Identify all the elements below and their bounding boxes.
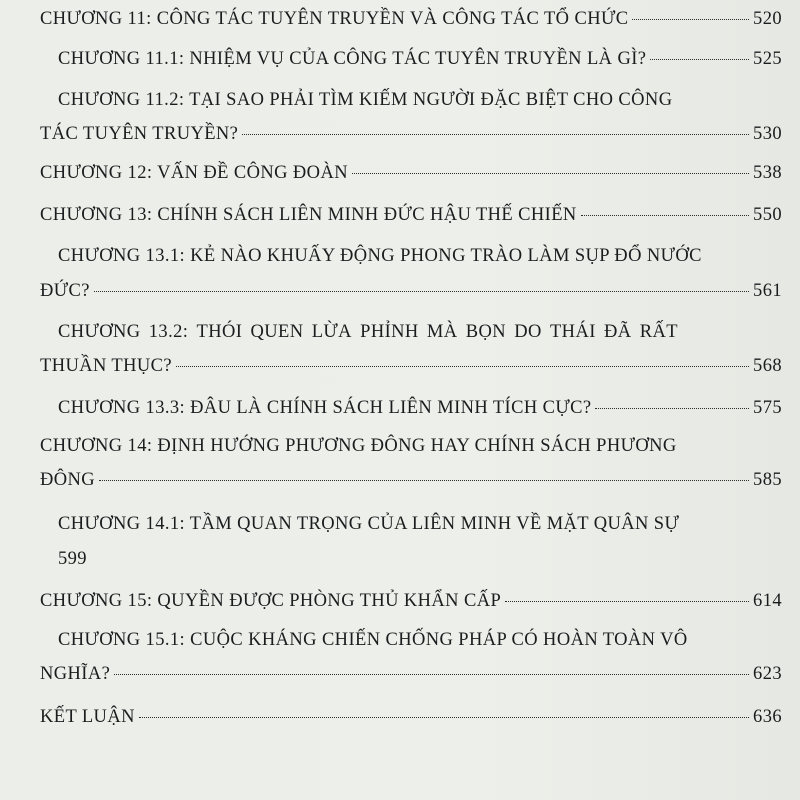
toc-entry-chapter-15-1 <box>40 626 782 688</box>
toc-entry-title-line2: ĐỨC? <box>40 281 90 301</box>
toc-entry-page: 561 <box>753 281 782 301</box>
toc-entry-title-line1: CHƯƠNG 13.1: KẺ NÀO KHUẤY ĐỘNG PHONG TRÀO LÀM SỤP ĐỔ NƯỚC <box>58 246 702 266</box>
dot-leader <box>99 480 749 481</box>
dot-leader <box>581 215 749 216</box>
toc-entry-title: CHƯƠNG 11.1: NHIỆM VỤ CỦA CÔNG TÁC TUYÊN TRUYỀN LÀ GÌ? <box>58 49 647 69</box>
title-word: 13.2: <box>148 322 189 342</box>
toc-entry-title: CHƯƠNG 11: CÔNG TÁC TUYÊN TRUYỀN VÀ CÔNG TÁC TỔ CHỨC <box>40 9 629 29</box>
title-word: CHƯƠNG <box>58 322 141 342</box>
toc-entry-chapter-14 <box>40 432 782 494</box>
toc-entry-chapter-14-1 <box>58 510 782 573</box>
dot-leader <box>632 19 749 20</box>
dot-leader <box>242 134 749 135</box>
toc-entry-title-line2: NGHĨA? <box>40 664 111 684</box>
title-word: THÓI <box>196 322 243 342</box>
toc-entry-page: 568 <box>753 356 782 376</box>
toc-entry-page: 538 <box>753 163 782 183</box>
toc-entry-title-line2: THUẦN THỤC? <box>40 356 173 376</box>
title-word: DO <box>514 322 542 342</box>
toc-entry-title: CHƯƠNG 12: VẤN ĐỀ CÔNG ĐOÀN <box>40 163 348 183</box>
title-word: MÀ <box>426 322 458 342</box>
toc-entry-title: CHƯƠNG 13.3: ĐÂU LÀ CHÍNH SÁCH LIÊN MINH TÍCH CỰC? <box>58 398 592 418</box>
toc-entry-page: 623 <box>753 664 782 684</box>
title-word: RẤT <box>639 322 678 342</box>
title-word: BỌN <box>465 322 507 342</box>
title-word: THÁI <box>549 322 596 342</box>
dot-leader <box>595 408 749 409</box>
toc-entry-chapter-13-1 <box>40 242 782 305</box>
toc-entry-page: 550 <box>753 205 782 225</box>
title-word: PHỈNH <box>360 322 419 342</box>
title-word: LỪA <box>311 322 352 342</box>
toc-entry-title-line1: CHƯƠNG 11.2: TẠI SAO PHẢI TÌM KIẾM NGƯỜI ĐẶC BIỆT CHO CÔNG <box>58 90 673 110</box>
toc-entry-page: 530 <box>753 124 782 144</box>
toc-entry-page: 525 <box>753 49 782 69</box>
toc-entry-chapter-13-2 <box>40 318 782 380</box>
toc-entry-title-line1: CHƯƠNG 15.1: CUỘC KHÁNG CHIẾN CHỐNG PHÁP CÓ HOÀN TOÀN VÔ <box>58 630 688 650</box>
dot-leader <box>94 291 749 292</box>
title-word: ĐÃ <box>604 322 632 342</box>
toc-entry-page: 520 <box>753 9 782 29</box>
toc-entry-title: CHƯƠNG 13: CHÍNH SÁCH LIÊN MINH ĐỨC HẬU THẾ CHIẾN <box>40 205 577 225</box>
toc-entry-title-line1: CHƯƠNG 14: ĐỊNH HƯỚNG PHƯƠNG ĐÔNG HAY CHÍNH SÁCH PHƯƠNG <box>40 436 677 456</box>
toc-entry-title-line1: CHƯƠNG 14.1: TẦM QUAN TRỌNG CỦA LIÊN MINH VỀ MẶT QUÂN SỰ <box>58 514 680 534</box>
dot-leader <box>650 59 749 60</box>
toc-entry-page: 585 <box>753 470 782 490</box>
toc-entry-chapter-13-3 <box>58 394 782 422</box>
toc-entry-title-line2: ĐÔNG <box>40 470 96 490</box>
toc-entry-chapter-13 <box>40 201 782 229</box>
toc-entry-chapter-11-1 <box>58 45 782 73</box>
dot-leader <box>114 674 749 675</box>
toc-entry-chapter-11-2 <box>40 86 782 148</box>
toc-entry-page: 599 <box>58 549 87 569</box>
toc-entry-page: 575 <box>753 398 782 418</box>
toc-entry-chapter-12 <box>40 159 782 187</box>
toc-entry-chapter-11 <box>40 5 782 33</box>
title-word: QUEN <box>250 322 304 342</box>
toc-entry-title-line2: TÁC TUYÊN TRUYỀN? <box>40 124 239 144</box>
toc-entry-page: 636 <box>753 707 782 727</box>
dot-leader <box>352 173 749 174</box>
dot-leader <box>139 717 749 718</box>
toc-entry-title-line1 <box>40 318 678 346</box>
toc-entry-title: CHƯƠNG 15: QUYỀN ĐƯỢC PHÒNG THỦ KHẨN CẤP <box>40 591 502 611</box>
dot-leader <box>176 366 749 367</box>
toc-entry-chapter-15 <box>40 587 782 615</box>
toc-entry-title: KẾT LUẬN <box>40 707 135 727</box>
toc-entry-page: 614 <box>753 591 782 611</box>
toc-entry-conclusion <box>40 703 782 731</box>
dot-leader <box>505 601 749 602</box>
